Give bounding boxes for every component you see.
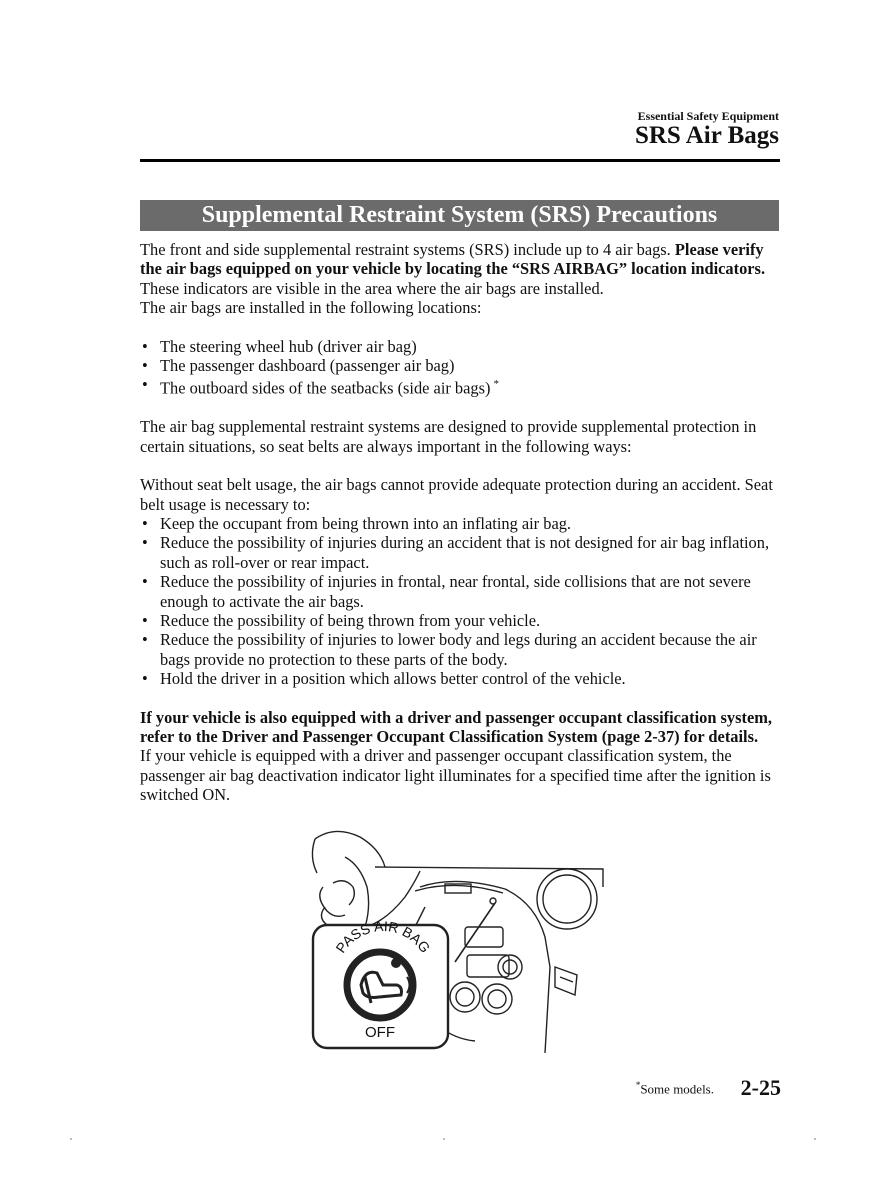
list-item: • Reduce the possibility of injuries during an accident that is not designed for air bag inflation, such as roll-over or rear impact. [140, 533, 782, 572]
intro-text: The front and side supplemental restraint systems (SRS) include up to 4 air bags. [140, 240, 675, 259]
header-rule [140, 159, 780, 162]
page-title: SRS Air Bags [634, 122, 779, 149]
indicator-top-label: PASS AIR BAG [332, 917, 434, 956]
section-banner: Supplemental Restraint System (SRS) Precautions [140, 200, 779, 231]
list-item: • Reduce the possibility of injuries to lower body and legs during an accident because the air bags provide no protection to these parts of the body. [140, 630, 782, 669]
paragraph-2: The air bag supplemental restraint systems are designed to provide supplemental protection in certain situations, so seat belts are always important in the following ways: [140, 417, 757, 456]
print-mark [814, 1138, 816, 1140]
intro-paragraph [140, 240, 782, 298]
bold-paragraph: If your vehicle is also equipped with a driver and passenger occupant classification system, refer to the Driver and Passenger Occupant Classification System (page 2-37) for details. [140, 707, 772, 746]
list-item: • Reduce the possibility of being thrown from your vehicle. [140, 611, 782, 630]
asterisk-mark: * [493, 378, 499, 391]
print-mark [443, 1138, 445, 1140]
intro-line-2: The air bags are installed in the following locations: [140, 298, 482, 318]
paragraph-4: If your vehicle is equipped with a driver and passenger occupant classification system, the passenger air bag deactivation indicator light illuminates for a specified time after the ignition is switched ON. [140, 746, 771, 805]
page-number: 2-25 [740, 1075, 781, 1100]
paragraph-3: Without seat belt usage, the air bags cannot provide adequate protection during an accident. Seat belt usage is necessary to: [140, 475, 773, 514]
list-item: • The passenger dashboard (passenger air bag) [140, 356, 782, 375]
list-item: • The steering wheel hub (driver air bag) [140, 337, 782, 356]
list-item: • The outboard sides of the seatbacks (side air bags) * [140, 375, 782, 398]
page-body [140, 240, 782, 805]
intro-text-2: These indicators are visible in the area where the air bags are installed. [140, 278, 604, 298]
section-header: Essential Safety Equipment [637, 109, 779, 123]
dashboard-illustration [305, 827, 615, 1053]
list-item: • Keep the occupant from being thrown into an inflating air bag. [140, 514, 782, 533]
indicator-off-label: OFF [365, 1024, 395, 1041]
intro-bold: Please verify the air bags equipped on your vehicle by locating the “SRS AIRBAG” location indicators. [140, 240, 766, 279]
print-mark [70, 1138, 72, 1140]
list-item: • Hold the driver in a position which allows better control of the vehicle. [140, 669, 782, 688]
reason-list [140, 514, 782, 689]
footnote: *Some models. [635, 1080, 714, 1097]
location-list [140, 337, 782, 399]
list-item: • Reduce the possibility of injuries in frontal, near frontal, side collisions that are not severe enough to activate the air bags. [140, 572, 782, 611]
